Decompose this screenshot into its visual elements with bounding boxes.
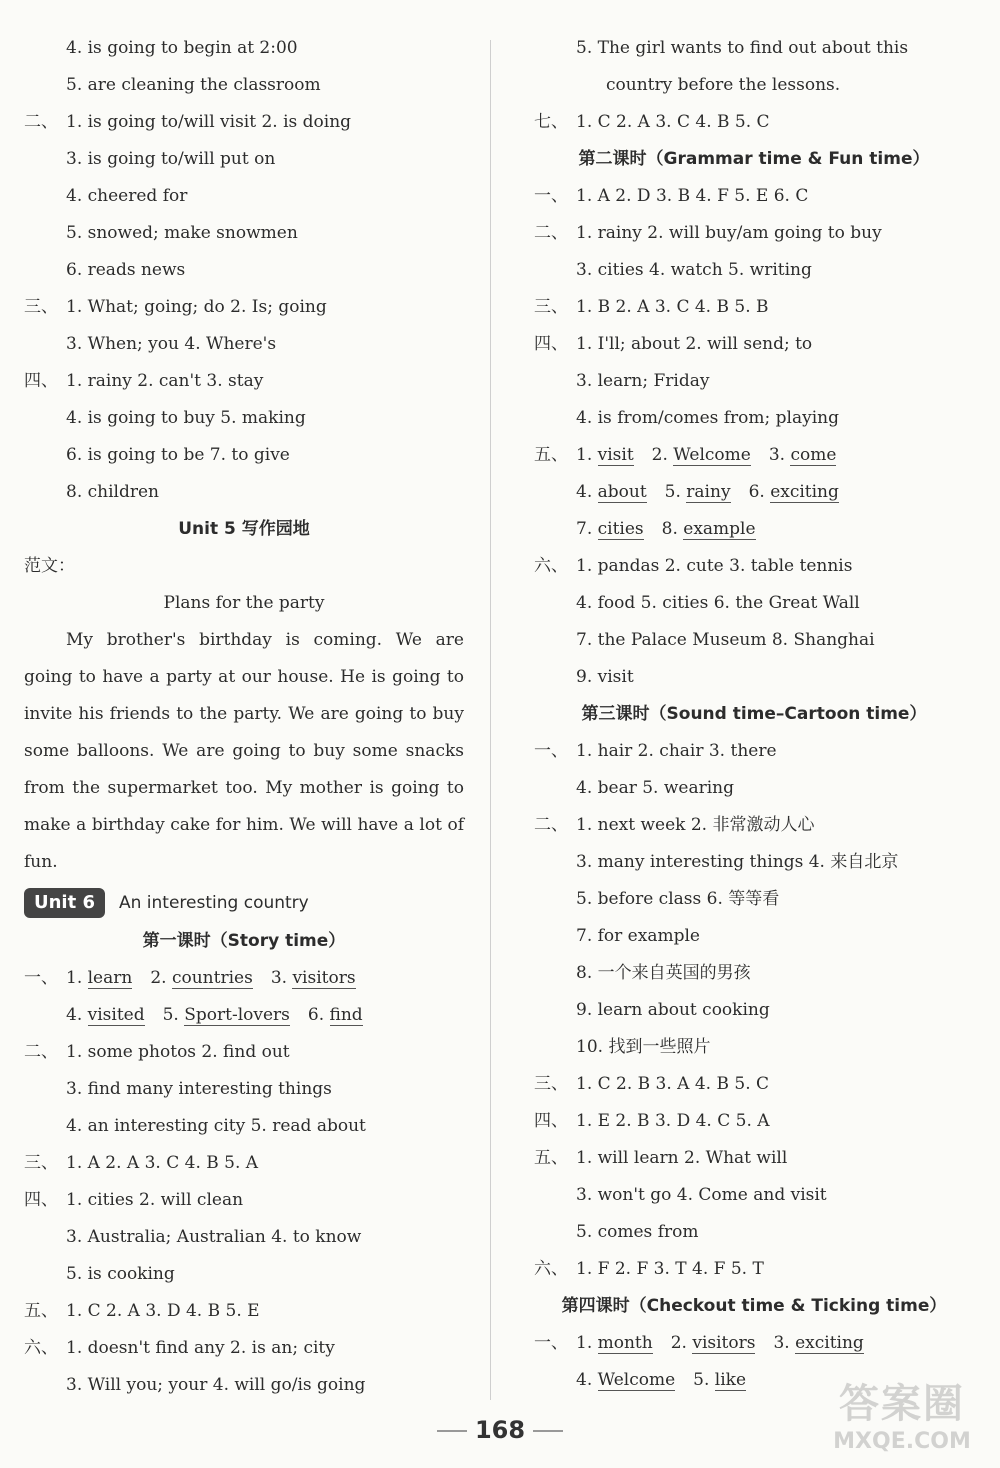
- answer-line: 4. an interesting city 5. read about: [66, 1116, 366, 1136]
- answer-line: 一、 1. A 2. D 3. B 4. F 5. E 6. C: [534, 186, 809, 206]
- answer-line: 六、 1. pandas 2. cute 3. table tennis: [534, 556, 853, 576]
- answer-line: 三、 1. B 2. A 3. C 4. B 5. B: [534, 297, 769, 317]
- answer-line: 3. is going to/will put on: [66, 149, 276, 169]
- answer-line: 10. 找到一些照片: [576, 1037, 711, 1057]
- answer-line: 9. visit: [576, 667, 634, 687]
- lesson2-heading: 第二课时（Grammar time & Fun time）: [578, 149, 930, 169]
- unit6-title: An interesting country: [119, 892, 309, 913]
- answer-line: 四、 1. I'll; about 2. will send; to: [534, 334, 813, 354]
- answer-line: 4. is from/comes from; playing: [576, 408, 839, 428]
- answer-line: 5. is cooking: [66, 1264, 175, 1284]
- answer-line: 五、 1. will learn 2. What will: [534, 1148, 788, 1168]
- answer-line: 8. 一个来自英国的男孩: [576, 963, 751, 983]
- answer-line: 4. is going to begin at 2:00: [66, 38, 298, 58]
- answer-line: 二、 1. some photos 2. find out: [24, 1042, 290, 1062]
- answer-section-3: 三、 1. What; going; do 2. Is; going: [24, 297, 327, 317]
- answer-line: 一、 1. hair 2. chair 3. there: [534, 741, 777, 761]
- answer-line: 3. cities 4. watch 5. writing: [576, 260, 812, 280]
- answer-line: 5. comes from: [576, 1222, 699, 1242]
- answer-line: 8. children: [66, 482, 159, 502]
- answer-line: 3. learn; Friday: [576, 371, 710, 391]
- answer-line: 3. find many interesting things: [66, 1079, 332, 1099]
- answer-line: 4. bear 5. wearing: [576, 778, 734, 798]
- answer-line: country before the lessons.: [606, 75, 841, 95]
- answer-line: 6. is going to be 7. to give: [66, 445, 290, 465]
- answer-line: 4. cheered for: [66, 186, 188, 206]
- answer-line: 四、 1. E 2. B 3. D 4. C 5. A: [534, 1111, 770, 1131]
- answer-line: 二、 1. next week 2. 非常激动人心: [534, 815, 815, 835]
- unit6-badge: Unit 6: [24, 888, 105, 918]
- unit6-header: [24, 881, 464, 923]
- answer-line: 5. snowed; make snowmen: [66, 223, 298, 243]
- answer-section-4: 四、 1. rainy 2. can't 3. stay: [24, 371, 264, 391]
- answer-line: 9. learn about cooking: [576, 1000, 770, 1020]
- lesson4-heading: 第四课时（Checkout time & Ticking time）: [561, 1296, 947, 1316]
- answer-line: 7. for example: [576, 926, 700, 946]
- lesson1-heading: 第一课时（Story time）: [142, 931, 346, 951]
- answer-line: 4. visited 5. Sport-lovers 6. find: [66, 1005, 363, 1025]
- watermark-logo: 答案圈 MXQE.COM: [833, 1381, 971, 1454]
- right-column: [534, 30, 974, 1399]
- answer-line: 3. When; you 4. Where's: [66, 334, 277, 354]
- lesson3-heading: 第三课时（Sound time–Cartoon time）: [581, 704, 927, 724]
- answer-line: 一、 1. month 2. visitors 3. exciting: [534, 1333, 864, 1353]
- answer-line: 7. cities 8. example: [576, 519, 756, 539]
- essay-title: Plans for the party: [163, 593, 325, 613]
- model-essay-label: 范文：: [24, 556, 75, 576]
- answer-line: 5. are cleaning the classroom: [66, 75, 321, 95]
- answer-line: 五、 1. C 2. A 3. D 4. B 5. E: [24, 1301, 260, 1321]
- answer-line: 三、 1. C 2. B 3. A 4. B 5. C: [534, 1074, 770, 1094]
- page-number: 168: [0, 1416, 1000, 1444]
- answer-line: 4. food 5. cities 6. the Great Wall: [576, 593, 860, 613]
- answer-line: 7. the Palace Museum 8. Shanghai: [576, 630, 875, 650]
- answer-line: 一、 1. learn 2. countries 3. visitors: [24, 968, 356, 988]
- answer-line: 3. Will you; your 4. will go/is going: [66, 1375, 366, 1395]
- answer-section-7: 七、 1. C 2. A 3. C 4. B 5. C: [534, 112, 770, 132]
- answer-line: 4. about 5. rainy 6. exciting: [576, 482, 839, 502]
- answer-section-2: 二、 1. is going to/will visit 2. is doing: [24, 112, 352, 132]
- answer-line: 四、 1. cities 2. will clean: [24, 1190, 244, 1210]
- answer-line: 4. is going to buy 5. making: [66, 408, 306, 428]
- answer-line: 3. won't go 4. Come and visit: [576, 1185, 827, 1205]
- column-divider: [490, 40, 491, 1400]
- answer-line: 3. Australia; Australian 4. to know: [66, 1227, 362, 1247]
- answer-line: 三、 1. A 2. A 3. C 4. B 5. A: [24, 1153, 259, 1173]
- answer-line: 六、 1. doesn't find any 2. is an; city: [24, 1338, 335, 1358]
- left-column: [24, 30, 464, 1404]
- answer-line: 3. many interesting things 4. 来自北京: [576, 852, 899, 872]
- answer-line: 5. The girl wants to find out about this: [576, 38, 909, 58]
- model-essay: My brother's birthday is coming. We are going to have a party at our house. He is going to invite his friends to the party. We are going to buy some balloons. We are going to buy some snacks from the supermarket too. My mother is going to make a birthday cake for him. We will have a lot of fun.: [24, 630, 464, 872]
- answer-line: 五、 1. visit 2. Welcome 3. come: [534, 445, 837, 465]
- answer-line: 六、 1. F 2. F 3. T 4. F 5. T: [534, 1259, 764, 1279]
- answer-line: 二、 1. rainy 2. will buy/am going to buy: [534, 223, 882, 243]
- answer-line: 5. before class 6. 等等看: [576, 889, 780, 909]
- unit5-writing-heading: Unit 5 写作园地: [178, 519, 310, 539]
- answer-line: 4. Welcome 5. like: [576, 1370, 747, 1390]
- answer-line: 6. reads news: [66, 260, 186, 280]
